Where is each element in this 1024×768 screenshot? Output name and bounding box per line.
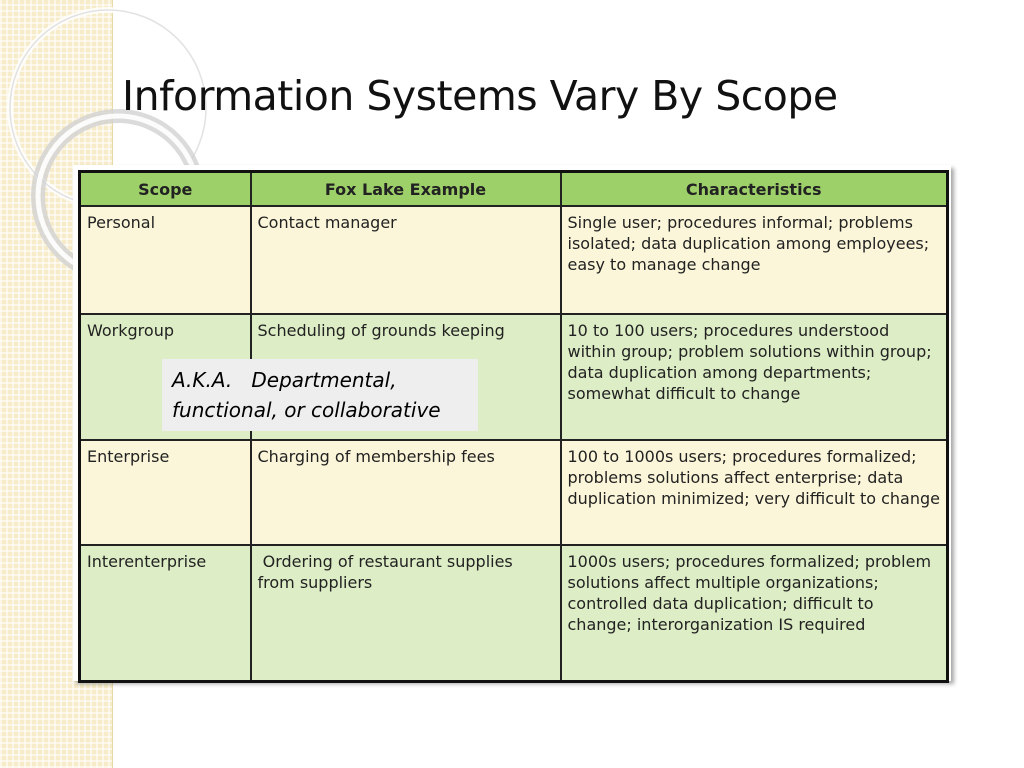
cell-example: Charging of membership fees bbox=[251, 440, 561, 545]
cell-characteristics: 1000s users; procedures formalized; problem solutions affect multiple organizations; controlled data duplication; difficult to change; interorganization IS required bbox=[561, 545, 948, 681]
header-fox-lake-example: Fox Lake Example bbox=[251, 172, 561, 207]
cell-characteristics: 10 to 100 users; procedures understood within group; problem solutions within group; data duplication among departments; somewhat difficult to change bbox=[561, 314, 948, 440]
cell-example: Ordering of restaurant supplies from suppliers bbox=[251, 545, 561, 681]
slide-title: Information Systems Vary By Scope bbox=[122, 72, 838, 120]
cell-scope: Personal bbox=[80, 206, 251, 314]
cell-example: Contact manager bbox=[251, 206, 561, 314]
cell-characteristics: Single user; procedures informal; problems isolated; data duplication among employees; easy to manage change bbox=[561, 206, 948, 314]
aka-callout-line-1: A.K.A. Departmental, bbox=[172, 368, 397, 392]
aka-callout-line-2: functional, or collaborative bbox=[172, 398, 441, 422]
cell-scope: Interenterprise bbox=[80, 545, 251, 681]
cell-example: Scheduling of grounds keeping bbox=[251, 314, 561, 440]
table-row bbox=[80, 440, 948, 545]
table-header-row bbox=[80, 172, 948, 207]
header-scope: Scope bbox=[80, 172, 251, 207]
header-characteristics: Characteristics bbox=[561, 172, 948, 207]
cell-characteristics: 100 to 1000s users; procedures formalized; problems solutions affect enterprise; data duplication minimized; very difficult to change bbox=[561, 440, 948, 545]
table-row bbox=[80, 206, 948, 314]
cell-scope: Enterprise bbox=[80, 440, 251, 545]
table-row bbox=[80, 545, 948, 681]
cell-scope: Workgroup bbox=[80, 314, 251, 440]
aka-callout-box bbox=[162, 359, 478, 431]
